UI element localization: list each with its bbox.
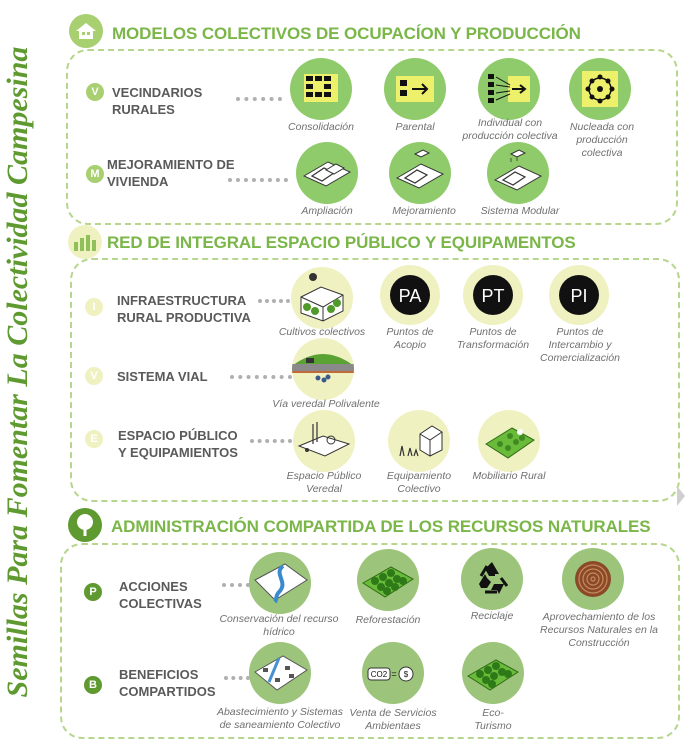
caption-ampliacion: Ampliación (301, 205, 353, 217)
via-veredal-image (292, 338, 354, 400)
caption-puntos-intercambio: Puntos de Intercambio y Comercialización (540, 326, 620, 364)
mobiliario-rural-image (478, 410, 540, 472)
caption-venta-servicios: Venta de Servicios Ambientaes (349, 707, 437, 732)
section-2-bar-chart-icon (68, 225, 102, 259)
vertical-title: Semillas Para Fomentar La Colectividad Campesina (1, 46, 34, 698)
puntos-transformacion-image (463, 265, 523, 325)
edge-arrow (677, 486, 685, 506)
caption-mobiliario-rural: Mobiliario Rural (472, 470, 546, 482)
row-label-acciones: ACCIONES COLECTIVAS (119, 579, 202, 611)
connector-dots (228, 178, 288, 182)
sistema-modular-image (487, 142, 549, 204)
caption-individual: Individual con producción colectiva (462, 117, 558, 142)
connector-dots (230, 375, 292, 379)
ampliacion-image (296, 142, 358, 204)
row-badge-p: P (84, 583, 102, 601)
symbol-pi: PI (570, 286, 588, 306)
caption-puntos-acopio: Puntos de Acopio (386, 326, 434, 351)
cultivos-image (291, 267, 353, 329)
abastecimiento-image (249, 642, 311, 704)
caption-consolidacion: Consolidación (288, 121, 354, 133)
symbol-co2: CO2 (370, 670, 388, 679)
caption-abastecimiento: Abastecimiento y Sistemas de saneamiento Colectivo (216, 706, 344, 731)
caption-puntos-transformacion: Puntos de Transformación (456, 326, 530, 351)
puntos-intercambio-image (549, 265, 609, 325)
section-3-title: ADMINISTRACIÓN COMPARTIDA DE LOS RECURSOS NATURALES (111, 517, 651, 536)
connector-dots (236, 97, 282, 101)
row-badge-m: M (86, 165, 104, 183)
symbol-equals: = (391, 669, 397, 679)
individual-image (478, 58, 540, 120)
eco-turismo-image (462, 642, 524, 704)
row-badge-b: B (84, 676, 102, 694)
row-label-beneficios: BENEFICIOS COMPARTIDOS (119, 667, 216, 699)
connector-dots (258, 299, 290, 303)
caption-nucleada: Nucleada con producción colectiva (569, 121, 635, 159)
espacio-publico-image (293, 410, 355, 472)
row-label-espacio-publico: ESPACIO PÚBLICO Y EQUIPAMIENTOS (118, 428, 238, 460)
caption-via-veredal: Vía veredal Polivalente (272, 398, 380, 410)
caption-equipamiento: Equipamiento Colectivo (386, 470, 452, 495)
connector-dots (224, 676, 250, 680)
caption-reforestacion: Reforestación (355, 614, 421, 626)
row-badge-v2: V (85, 367, 103, 385)
caption-reciclaje: Reciclaje (470, 610, 514, 622)
section-3-tree-icon (68, 508, 102, 542)
nucleada-image (569, 58, 631, 120)
caption-parental: Parental (395, 121, 435, 133)
section-1-house-icon (69, 14, 103, 48)
conservacion-image (249, 552, 311, 614)
row-label-mejoramiento: MEJORAMIENTO DE VIVIENDA (107, 157, 235, 189)
consolidacion-image (290, 58, 352, 120)
caption-aprovechamiento: Aprovechamiento de los Recursos Naturales en la Construcción (540, 611, 658, 649)
parental-image (384, 58, 446, 120)
row-badge-i: I (85, 298, 103, 316)
connector-dots (250, 439, 292, 443)
venta-servicios-image (362, 642, 424, 704)
caption-conservacion: Conservación del recurso hídrico (219, 613, 339, 638)
aprovechamiento-image (562, 548, 624, 610)
symbol-pa: PA (398, 286, 422, 306)
connector-dots (222, 583, 250, 587)
reciclaje-image (461, 548, 523, 610)
symbol-pt: PT (481, 286, 505, 306)
caption-sistema-modular: Sistema Modular (480, 205, 560, 217)
symbol-dollar: $ (403, 670, 409, 679)
reforestacion-image (357, 549, 419, 611)
row-badge-v: V (86, 83, 104, 101)
row-label-vecindarios: VECINDARIOS RURALES (112, 85, 203, 117)
caption-eco-turismo: Eco- Turismo (474, 707, 512, 732)
caption-cultivos: Cultivos colectivos (278, 326, 366, 338)
row-label-sistema-vial: SISTEMA VIAL (117, 369, 208, 384)
section-2-title: RED DE INTEGRAL ESPACIO PÚBLICO Y EQUIPAMENTOS (107, 233, 576, 252)
caption-mejoramiento: Mejoramiento (392, 205, 456, 217)
row-badge-e: E (85, 430, 103, 448)
puntos-acopio-image (380, 265, 440, 325)
section-1-title: MODELOS COLECTIVOS DE OCUPACÍON Y PRODUCCIÓN (112, 24, 581, 43)
equipamiento-image (388, 410, 450, 472)
row-label-infraestructura: INFRAESTRUCTURA RURAL PRODUCTIVA (117, 293, 251, 325)
mejoramiento-image (389, 142, 451, 204)
caption-espacio-publico: Espacio Público Veredal (286, 470, 362, 495)
